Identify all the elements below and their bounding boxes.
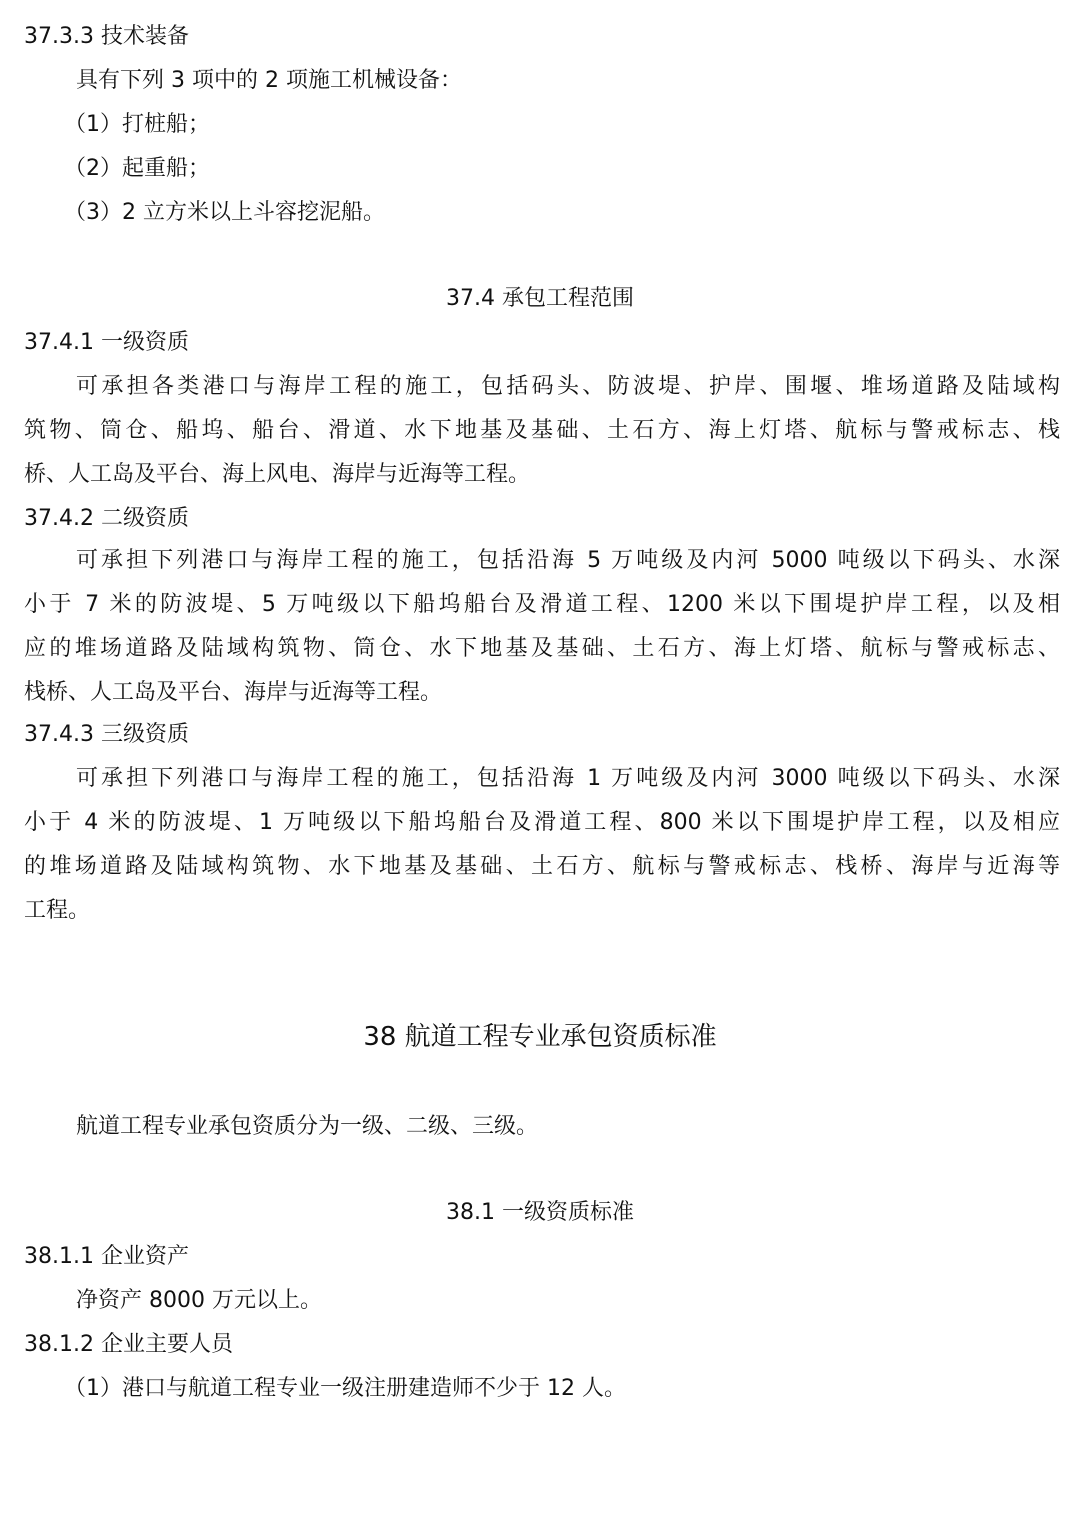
section-title-37-4: 37.4 承包工程范围 (446, 286, 634, 311)
grade3-line-1: 可承担下列港口与海岸工程的施工，包括沿海 1 万吨级及内河 3000 吨级以下码头、水深 (76, 766, 1060, 791)
section-heading-37-4-1: 37.4.1 一级资质 (24, 330, 189, 355)
grade1-line-2: 筑物、筒仓、船坞、船台、滑道、水下地基及基础、土石方、海上灯塔、航标与警戒标志、栈 (24, 418, 1060, 443)
section-heading-37-3-3: 37.3.3 技术装备 (24, 24, 189, 49)
section-heading-38-1-1: 38.1.1 企业资产 (24, 1244, 189, 1269)
section-heading-37-4-3: 37.4.3 三级资质 (24, 722, 189, 747)
equipment-item-1: （1）打桩船； (64, 112, 210, 137)
grade3-line-2: 小于 4 米的防波堤、1 万吨级以下船坞船台及滑道工程、800 米以下围堤护岸工程，以及相应 (24, 810, 1060, 835)
equipment-item-2: （2）起重船； (64, 156, 210, 181)
equipment-intro: 具有下列 3 项中的 2 项施工机械设备： (76, 68, 462, 93)
section-title-38-1: 38.1 一级资质标准 (446, 1200, 634, 1225)
grade1-line-1: 可承担各类港口与海岸工程的施工，包括码头、防波堤、护岸、围堰、堆场道路及陆域构 (76, 374, 1060, 399)
grade2-line-1: 可承担下列港口与海岸工程的施工，包括沿海 5 万吨级及内河 5000 吨级以下码头、水深 (76, 548, 1060, 573)
chapter-title-38: 38 航道工程专业承包资质标准 (363, 1022, 717, 1052)
grade3-line-4: 工程。 (24, 898, 91, 923)
section-heading-37-4-2: 37.4.2 二级资质 (24, 506, 189, 531)
grade2-line-3: 应的堆场道路及陆域构筑物、筒仓、水下地基及基础、土石方、海上灯塔、航标与警戒标志、 (24, 636, 1060, 661)
personnel-item-1: （1）港口与航道工程专业一级注册建造师不少于 12 人。 (64, 1376, 626, 1401)
grade2-line-2: 小于 7 米的防波堤、5 万吨级以下船坞船台及滑道工程、1200 米以下围堤护岸工程，以及相 (24, 592, 1060, 617)
grade3-line-3: 的堆场道路及陆域构筑物、水下地基及基础、土石方、航标与警戒标志、栈桥、海岸与近海等 (24, 854, 1060, 879)
grade2-line-4: 栈桥、人工岛及平台、海岸与近海等工程。 (24, 680, 443, 705)
equipment-item-3: （3）2 立方米以上斗容挖泥船。 (64, 200, 385, 225)
chapter-intro: 航道工程专业承包资质分为一级、二级、三级。 (76, 1114, 539, 1139)
assets-text: 净资产 8000 万元以上。 (76, 1288, 322, 1313)
section-heading-38-1-2: 38.1.2 企业主要人员 (24, 1332, 233, 1357)
grade1-line-3: 桥、人工岛及平台、海上风电、海岸与近海等工程。 (24, 462, 531, 487)
